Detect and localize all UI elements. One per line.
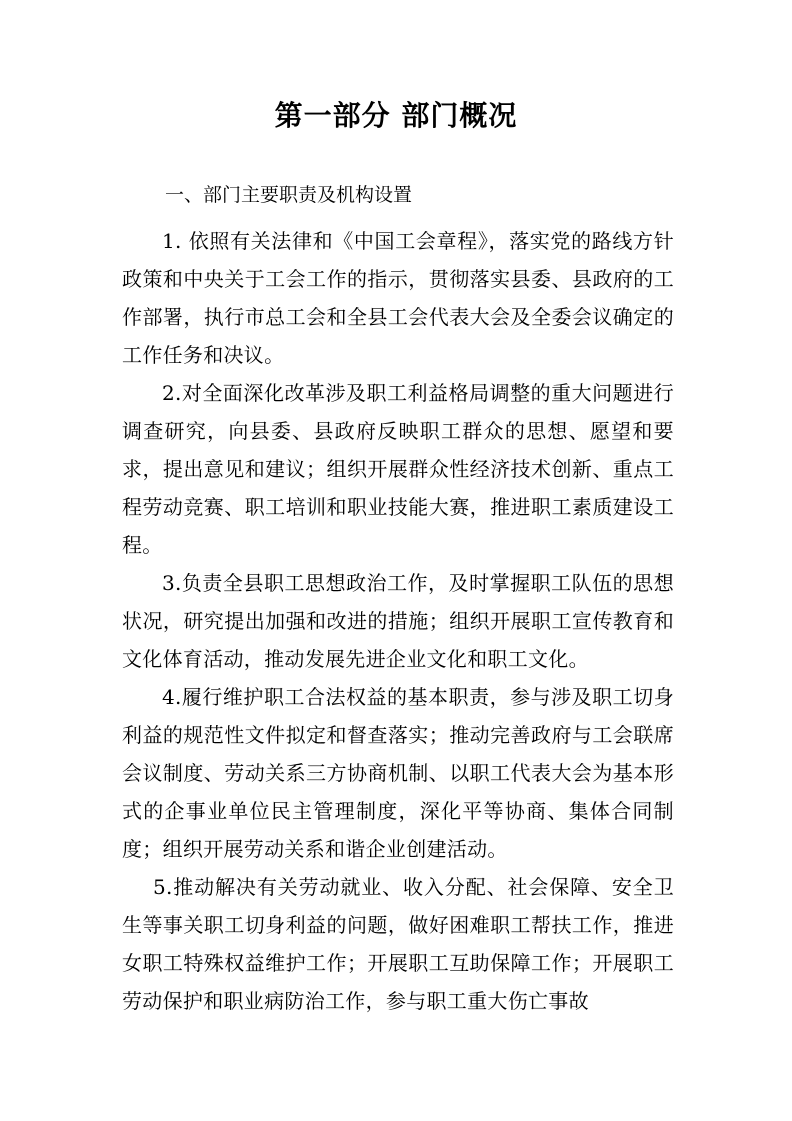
paragraph-2: 2.对全面深化改革涉及职工利益格局调整的重大问题进行调查研究，向县委、县政府反映职工群众的思想、愿望和要求，提出意见和建议；组织开展群众性经济技术创新、重点工程劳动竞赛、职工培训和职业技能大赛，推进职工素质建设工程。 <box>122 381 674 557</box>
page-title: 第一部分 部门概况 <box>274 99 518 132</box>
paragraph-4: 4.履行维护职工合法权益的基本职责，参与涉及职工切身利益的规范性文件拟定和督查落实；推动完善政府与工会联席会议制度、劳动关系三方协商机制、以职工代表大会为基本形式的企事业单位民主管理制度，深化平等协商、集体合同制度；组织开展劳动关系和谐企业创建活动。 <box>122 685 674 861</box>
paragraph-3: 3.负责全县职工思想政治工作，及时掌握职工队伍的思想状况，研究提出加强和改进的措施；组织开展职工宣传教育和文化体育活动，推动发展先进企业文化和职工文化。 <box>122 571 674 671</box>
section-heading: 一、部门主要职责及机构设置 <box>165 184 413 206</box>
paragraph-5: 5.推动解决有关劳动就业、收入分配、社会保障、安全卫生等事关职工切身利益的问题，做好困难职工帮扶工作，推进女职工特殊权益维护工作；开展职工互助保障工作；开展职工劳动保护和职业病防治工作，参与职工重大伤亡事故 <box>122 875 674 1013</box>
paragraph-1: 1. 依照有关法律和《中国工会章程》，落实党的路线方针政策和中央关于工会工作的指示，贯彻落实县委、县政府的工作部署，执行市总工会和全县工会代表大会及全委会议确定的工作任务和决议。 <box>122 229 674 367</box>
document-body <box>122 222 674 1020</box>
